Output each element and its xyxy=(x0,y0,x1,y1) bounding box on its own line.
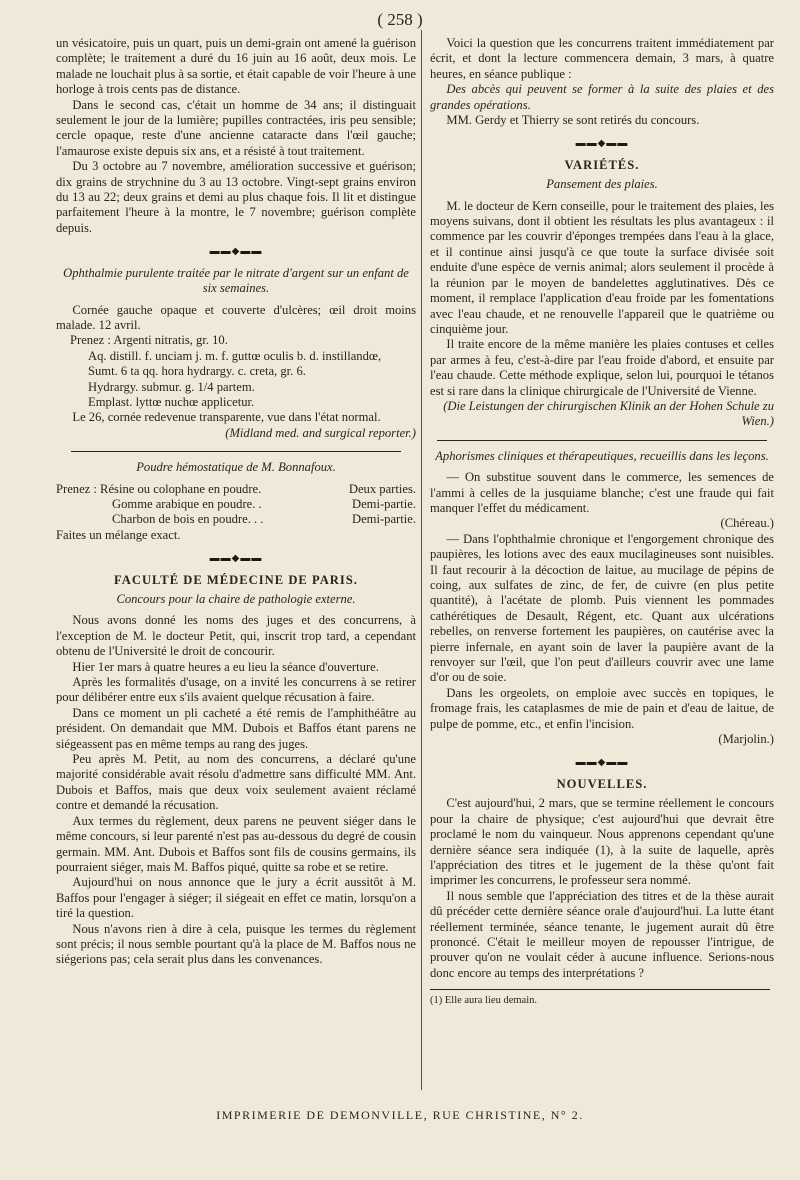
paragraph: Le 26, cornée redevenue transparente, vue dans l'état normal. xyxy=(72,410,381,425)
paragraph: Dans les orgeolets, on emploie avec succès en topiques, le fromage frais, les cataplasmes de mie de pain et d'eau de laitue, de pulpe de pomme, etc., et enfin l'incision. xyxy=(430,685,774,731)
prescription-line: Aq. distill. f. unciam j. m. f. guttœ oculis b. d. instillandœ, xyxy=(88,348,382,363)
paragraph: M. le docteur de Kern conseille, pour le traitement des plaies, les moyens suivans, dont il obtient les résultats les plus avantageux : il commence par les couvrir d'éponges trempées dans l'eau à la glace, et il continue ainsi jusqu'à ce que toute la surface divisée soit enduite d'une espèce de vernis animal; alors seulement il procède à la réunion par le moyen de bandelettes agglutinatives. Dès ce moment, il remplace l'application d'eau froide par les fomentations avec l'eau chaude, et ne renouvelle l'appareil que le quatrième ou cinquième jour. xyxy=(430,198,774,336)
section-subtitle: Pansement des plaies. xyxy=(546,177,658,192)
section-separator: ▬▬◆▬▬ xyxy=(209,246,263,258)
paragraph: un vésicatoire, puis un quart, puis un demi-grain ont amené la guérison complète; le traitement a duré du 16 juin au 16 août, deux mois. Le malade ne louchait plus à sa sortie, et était capable de voir l'heure à une horloge à trois cents pas de distance. xyxy=(56,36,416,97)
source-citation: (Chéreau.) xyxy=(720,516,774,531)
prescription-line: Prenez : Argenti nitratis, gr. 10. xyxy=(70,333,228,348)
paragraph: Voici la question que les concurrens traitent immédiatement par écrit, et dont la lecture commencera demain, 3 mars, à quatre heures, en séance publique : xyxy=(430,36,774,81)
recipe-ingredient: Charbon de bois en poudre. . . xyxy=(112,512,264,527)
source-citation: (Marjolin.) xyxy=(718,732,774,747)
section-subtitle: Concours pour la chaire de pathologie externe. xyxy=(116,592,356,606)
recipe-ingredient: Gomme arabique en poudre. . xyxy=(112,496,262,511)
paragraph: Dans ce moment un pli cacheté a été remis de l'amphithéâtre au président. On demandait que MM. Dubois et Baffos étant parens ne siégeassent pas en même temps au rang des juges. xyxy=(56,705,416,751)
left-column xyxy=(56,36,416,968)
paragraph: Nous avons donné les noms des juges et des concurrens, à l'exception de M. le docteur Petit, qui, inscrit trop tard, a cependant obtenu de l'Université le droit de concourir. xyxy=(56,613,416,659)
footnote-rule xyxy=(430,989,770,990)
section-heading: FACULTÉ DE MÉDECINE DE PARIS. xyxy=(114,572,358,587)
prescription-line: Hydrargy. submur. g. 1/4 partem. xyxy=(88,379,255,394)
source-citation: (Die Leistungen der chirurgischen Klinik an der Hohen Schule zu Wien.) xyxy=(443,398,774,429)
recipe-quantity: Demi-partie. xyxy=(352,512,416,527)
recipe-row xyxy=(56,482,416,497)
paragraph: Du 3 octobre au 7 novembre, amélioration successive et guérison; dix grains de strychnine du 3 au 13 octobre. Vingt-sept grains environ du 13 au 22; deux grains et demi au plus chaque fois. Il lit et distingue parfaitement l'heure à la montre, le 7 novembre; guérison complète depuis. xyxy=(56,159,416,235)
recipe-quantity: Demi-partie. xyxy=(352,496,416,511)
section-title: Ophthalmie purulente traitée par le nitrate d'argent sur un enfant de six semaines. xyxy=(63,265,409,296)
section-separator: ▬▬◆▬▬ xyxy=(209,553,263,565)
section-title: Poudre hémostatique de M. Bonnafoux. xyxy=(136,460,336,475)
recipe-quantity: Deux parties. xyxy=(348,481,416,496)
paragraph: Aujourd'hui on nous annonce que le jury a écrit aussitôt à M. Baffos pour l'engager à siéger; il siégeait en effet ce matin, lorsqu'on a tiré la question. xyxy=(56,875,416,921)
exam-question: Des abcès qui peuvent se former à la suite des plaies et des grandes opérations. xyxy=(430,82,774,112)
paragraph: — Dans l'ophthalmie chronique et l'engorgement chronique des paupières, les lotions avec des eaux mucilagineuses sont nuisibles. Il faut recourir à la décoction de laitue, au mucilage de pépins de coing, aux sulfates de zinc, de fer, de cuivre (en plus petite quantité), à l'acétate de plomb. Puis viennent les pommades cathérétiques de Desault, Régent, etc. Quant aux ulcérations rebelles, on renverse fortement les paupières, on cautérise avec la pierre infernale, en ayant soin de laver la paupière avant de la renvoyer sur l'œil, que l'on peut d'ailleurs couvrir avec une lame d'or ou de soie. xyxy=(430,531,774,685)
right-column xyxy=(430,36,774,1009)
paragraph: Aux termes du règlement, deux parens ne peuvent siéger dans le même concours, si leur parenté n'est pas au-dessous du degré de cousin germain. MM. Ant. Dubois et Baffos sont fils de cousins germains, ils pourraient siéger, mais M. Baffos piqué, quitte sa robe et se retire. xyxy=(56,813,416,874)
paragraph: C'est aujourd'hui, 2 mars, que se termine réellement le concours pour la chaire de physique; c'est aujourd'hui que devrait être proclamé le nom du vainqueur. Nous apprenons cependant qu'une dernière séance sera indiquée (1), à la suite de laquelle, après l'appréciation des titres et le jugement de la thèse qu'ont fait imprimer les concurrens, le professeur sera nommé. xyxy=(430,796,774,888)
recipe-ingredient: Prenez : Résine ou colophane en poudre. xyxy=(56,481,262,496)
section-rule xyxy=(437,440,767,441)
section-heading: NOUVELLES. xyxy=(556,776,648,791)
paragraph: Hier 1er mars à quatre heures a eu lieu la séance d'ouverture. xyxy=(72,659,379,674)
prescription-line: Emplast. lyttœ nuchœ applicetur. xyxy=(88,394,255,409)
footnote: (1) Elle aura lieu demain. xyxy=(430,995,537,1007)
paragraph: — On substitue souvent dans le commerce, les semences de l'ammi à celles de la jusquiame blanche; c'est une fraude qui fait manquer l'effet du médicament. xyxy=(430,470,774,515)
prescription-line: Sumt. 6 ta qq. hora hydrargy. c. creta, gr. 6. xyxy=(88,364,306,379)
printer-imprint: IMPRIMERIE DE DEMONVILLE, RUE CHRISTINE, N° 2. xyxy=(216,1108,584,1122)
paragraph: Dans le second cas, c'était un homme de 34 ans; il distinguait seulement le jour de la lumière; pupilles contractées, iris peu sensible; cercle opaque, reste d'une ancienne cataracte dans l'œil gauche; l'amaurose existe depuis six ans, et a résisté à tout traitement. xyxy=(56,97,416,158)
recipe-row xyxy=(56,497,416,512)
paragraph: Après les formalités d'usage, on a invité les concurrens à se retirer pour délibérer entre eux s'ils avaient quelque récusation à faire. xyxy=(56,675,416,705)
section-separator: ▬▬◆▬▬ xyxy=(575,757,629,769)
column-divider xyxy=(421,30,422,1090)
paragraph: Il traite encore de la même manière les plaies contuses et celles par armes à feu, c'est-à-dire par l'eau froide d'abord, et ensuite par l'eau chaude. Cette méthode explique, selon lui, pourquoi le tétanos est si rare dans la clinique chirurgicale de l'Université de Vienne. xyxy=(430,337,774,398)
paragraph: Cornée gauche opaque et couverte d'ulcères; œil droit moins malade. 12 avril. xyxy=(56,302,416,332)
source-citation: (Midland med. and surgical reporter.) xyxy=(225,425,416,440)
paragraph: Il nous semble que l'appréciation des titres et de la thèse aurait dû précéder cette dernière séance orale d'aujourd'hui. La lutte étant réellement terminée, séance tenante, le jugement aurait dû être prononcé. C'était le meilleur moyen de repousser l'intrigue, de prouver qu'on ne voulait céder à aucune influence. Serions-nous donc encore au temps des interprétations ? xyxy=(430,888,774,980)
section-rule xyxy=(71,451,401,452)
section-title: Aphorismes cliniques et thérapeutiques, recueillis dans les leçons. xyxy=(435,448,769,463)
section-heading: VARIÉTÉS. xyxy=(564,157,640,172)
paragraph: Nous n'avons rien à dire à cela, puisque les termes du règlement sont précis; il nous semble pourtant qu'à la place de M. Baffos nous ne siégerions pas; cela serait plus dans les convenances. xyxy=(56,921,416,967)
paragraph: MM. Gerdy et Thierry se sont retirés du concours. xyxy=(446,113,700,128)
section-separator: ▬▬◆▬▬ xyxy=(575,138,629,150)
page-number: ( 258 ) xyxy=(377,10,423,29)
paragraph: Peu après M. Petit, au nom des concurrens, a déclaré qu'une majorité considérable avait résolu d'admettre sans difficulté MM. Ant. Dubois et Baffos, mais que deux voix seulement avaient réclamé contre et demandé la récusation. xyxy=(56,752,416,813)
paragraph: Faites un mélange exact. xyxy=(56,527,181,542)
recipe-row xyxy=(56,512,416,527)
